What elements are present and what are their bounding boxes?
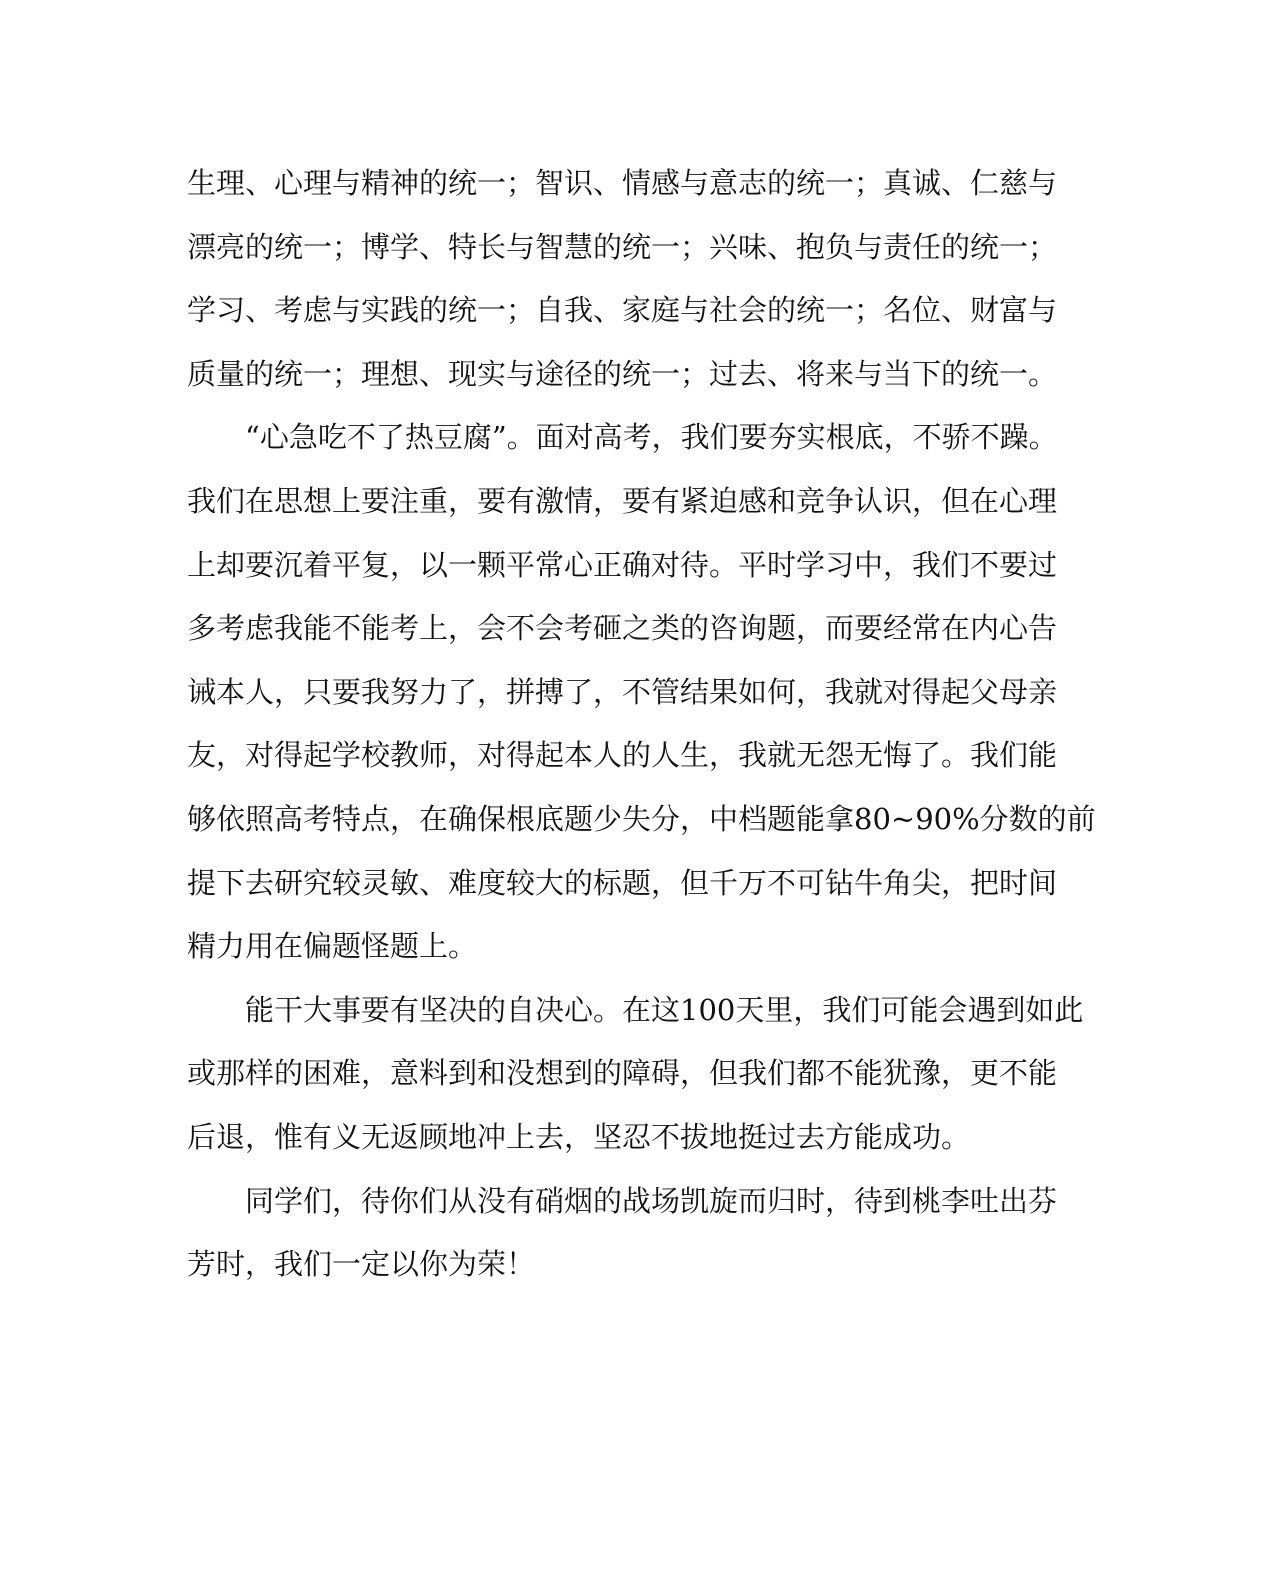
paragraph-calm-mind xyxy=(187,406,1096,978)
body-text xyxy=(187,152,1096,1297)
text-line: 多考虑我能不能考上，会不会考砸之类的咨询题，而要经常在内心告 xyxy=(187,611,1058,646)
text-line: 精力用在偏题怪题上。 xyxy=(187,929,478,964)
text-line: 同学们，待你们从没有硝烟的战场凯旋而归时，待到桃李吐出芬 xyxy=(245,1183,1058,1218)
paragraph-determination xyxy=(187,979,1084,1170)
text-line: 或那样的困难，意料到和没想到的障碍，但我们都不能犹豫，更不能 xyxy=(187,1056,1058,1091)
text-line: 学习、考虑与实践的统一；自我、家庭与社会的统一；名位、财富与 xyxy=(187,293,1058,328)
text-line: 能干大事要有坚决的自决心。在这100天里，我们可能会遇到如此 xyxy=(245,992,1084,1027)
text-line: 芳时，我们一定以你为荣！ xyxy=(187,1247,536,1282)
text-line: 我们在思想上要注重，要有激情，要有紧迫感和竞争认识，但在心理 xyxy=(187,483,1058,518)
text-line: 诫本人，只要我努力了，拼搏了，不管结果如何，我就对得起父母亲 xyxy=(187,674,1058,709)
text-line: 质量的统一；理想、现实与途径的统一；过去、将来与当下的统一。 xyxy=(187,356,1058,391)
text-line: 生理、心理与精神的统一；智识、情感与意志的统一；真诚、仁慈与 xyxy=(187,166,1058,200)
text-line: “心急吃不了热豆腐”。面对高考，我们要夯实根底，不骄不躁。 xyxy=(245,420,1058,455)
paragraph-unity xyxy=(187,152,1067,406)
text-line: 上却要沉着平复，以一颗平常心正确对待。平时学习中，我们不要过 xyxy=(187,547,1058,582)
text-line: 够依照高考特点，在确保根底题少失分，中档题能拿80~90%分数的前 xyxy=(187,801,1096,836)
text-line: 提下去研究较灵敏、难度较大的标题，但千万不可钻牛角尖，把时间 xyxy=(187,865,1058,900)
paragraph-closing xyxy=(187,1170,1067,1297)
text-line: 后退，惟有义无返顾地冲上去，坚忍不拔地挺过去方能成功。 xyxy=(187,1119,971,1154)
text-line: 友，对得起学校教师，对得起本人的人生，我就无怨无悔了。我们能 xyxy=(187,738,1058,773)
text-line: 漂亮的统一；博学、特长与智慧的统一；兴味、抱负与责任的统一； xyxy=(187,229,1058,264)
